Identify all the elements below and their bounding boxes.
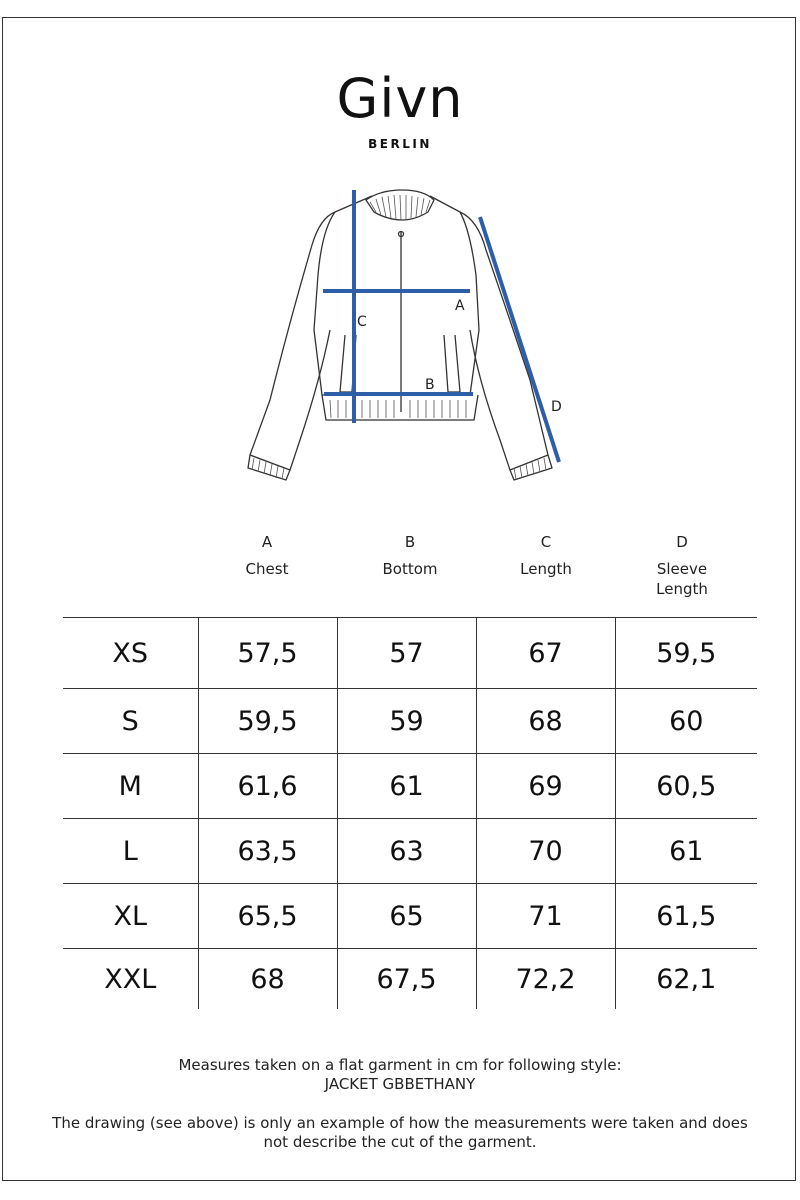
sleeve-length-value: 60	[615, 689, 757, 754]
measure-note: Measures taken on a flat garment in cm for following style:	[178, 1056, 622, 1074]
length-value: 68	[476, 689, 615, 754]
disclaimer-line-1: The drawing (see above) is only an example of how the measurements were taken and does	[52, 1114, 748, 1132]
bottom-value: 65	[337, 884, 476, 949]
sleeve-length-value: 61,5	[615, 884, 757, 949]
size-label: XXL	[63, 949, 198, 1010]
column-header-sleeve-length	[622, 532, 742, 599]
chest-value: 68	[198, 949, 337, 1010]
right-sleeve-outline	[460, 212, 548, 470]
bottom-value: 61	[337, 754, 476, 819]
length-value: 67	[476, 618, 615, 689]
label-b: B	[425, 377, 435, 393]
label-a: A	[455, 298, 465, 314]
column-letter: D	[676, 533, 688, 551]
column-name: Chest	[245, 560, 289, 578]
chest-value: 61,6	[198, 754, 337, 819]
left-sleeve-outline	[250, 212, 335, 470]
cuff-ribbing	[252, 458, 546, 479]
table-row	[63, 949, 757, 1010]
column-header-bottom	[350, 532, 470, 579]
style-name: JACKET GBBETHANY	[324, 1075, 476, 1093]
table-row	[63, 689, 757, 754]
brand-city: BERLIN	[368, 137, 432, 151]
column-name: Bottom	[382, 560, 438, 578]
hem-ribbing	[330, 400, 466, 418]
size-label: S	[63, 689, 198, 754]
measure-line-d	[480, 217, 559, 462]
label-d: D	[551, 399, 562, 415]
length-value: 72,2	[476, 949, 615, 1010]
table-row	[63, 884, 757, 949]
jacket-measurement-diagram	[240, 180, 570, 490]
chest-value: 59,5	[198, 689, 337, 754]
bottom-value: 57	[337, 618, 476, 689]
column-letter: C	[540, 533, 552, 551]
chest-value: 57,5	[198, 618, 337, 689]
sleeve-length-value: 61	[615, 819, 757, 884]
brand-logo: Givn	[336, 67, 464, 130]
sleeve-length-value: 62,1	[615, 949, 757, 1010]
column-header-chest	[207, 532, 327, 579]
sleeve-length-value: 59,5	[615, 618, 757, 689]
bottom-value: 63	[337, 819, 476, 884]
size-label: L	[63, 819, 198, 884]
column-header-length	[486, 532, 606, 579]
table-row	[63, 754, 757, 819]
chest-value: 63,5	[198, 819, 337, 884]
hem-band	[322, 395, 478, 420]
bottom-value: 67,5	[337, 949, 476, 1010]
size-label: M	[63, 754, 198, 819]
column-letter: A	[261, 533, 273, 551]
length-value: 70	[476, 819, 615, 884]
size-label: XS	[63, 618, 198, 689]
right-pocket	[444, 335, 460, 392]
table-row	[63, 819, 757, 884]
column-letter: B	[404, 533, 416, 551]
chest-value: 65,5	[198, 884, 337, 949]
column-name: Sleeve Length	[656, 560, 708, 598]
jacket-body-outline	[314, 196, 479, 395]
label-c: C	[357, 314, 367, 330]
column-name: Length	[520, 560, 572, 578]
size-label: XL	[63, 884, 198, 949]
disclaimer-line-2: not describe the cut of the garment.	[263, 1133, 537, 1151]
length-value: 69	[476, 754, 615, 819]
sleeve-length-value: 60,5	[615, 754, 757, 819]
size-table	[63, 617, 757, 1009]
bottom-value: 59	[337, 689, 476, 754]
length-value: 71	[476, 884, 615, 949]
table-row	[63, 618, 757, 689]
